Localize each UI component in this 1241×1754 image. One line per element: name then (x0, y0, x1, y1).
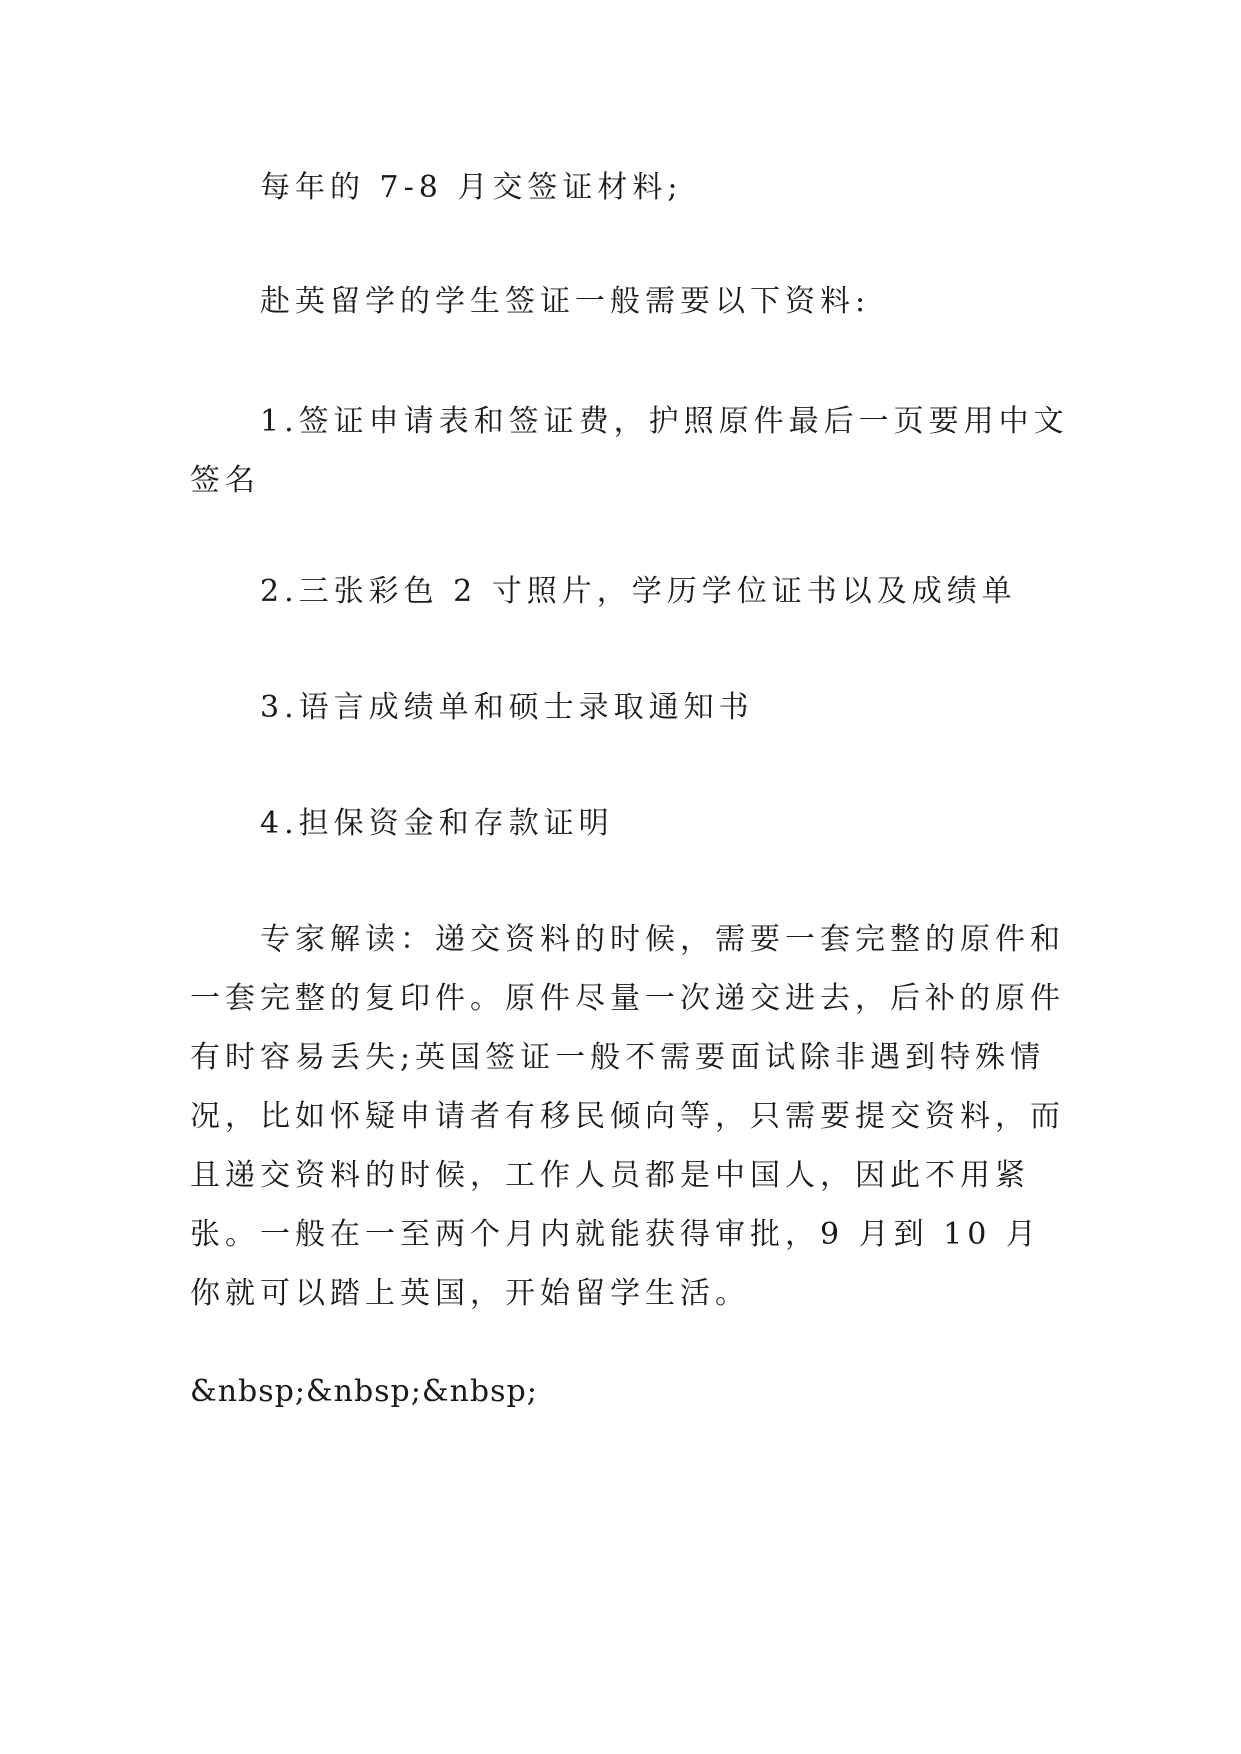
paragraph-item-1: 1.签证申请表和签证费，护照原件最后一页要用中文签名 (190, 404, 1069, 498)
paragraph-submission-time: 每年的 7-8 月交签证材料; (260, 170, 683, 205)
paragraph-nbsp-residue: &nbsp;&nbsp;&nbsp; (190, 1374, 538, 1409)
paragraph-materials-intro: 赴英留学的学生签证一般需要以下资料: (260, 284, 871, 319)
paragraph-item-2: 2.三张彩色 2 寸照片，学历学位证书以及成绩单 (260, 574, 1017, 609)
paragraph-expert-commentary: 专家解读：递交资料的时候，需要一套完整的原件和一套完整的复印件。原件尽量一次递交进去，后补的原件有时容易丢失;英国签证一般不需要面试除非遇到特殊情况，比如怀疑申请者有移民倾向等，只需要提交资料，而且递交资料的时候，工作人员都是中国人，因此不用紧张。一般在一至两个月内就能获得审批，9 月到 10 月你就可以踏上英国，开始留学生活。 (190, 922, 1065, 1311)
paragraph-item-4: 4.担保资金和存款证明 (260, 806, 614, 841)
paragraph-item-3: 3.语言成绩单和硕士录取通知书 (260, 690, 754, 725)
